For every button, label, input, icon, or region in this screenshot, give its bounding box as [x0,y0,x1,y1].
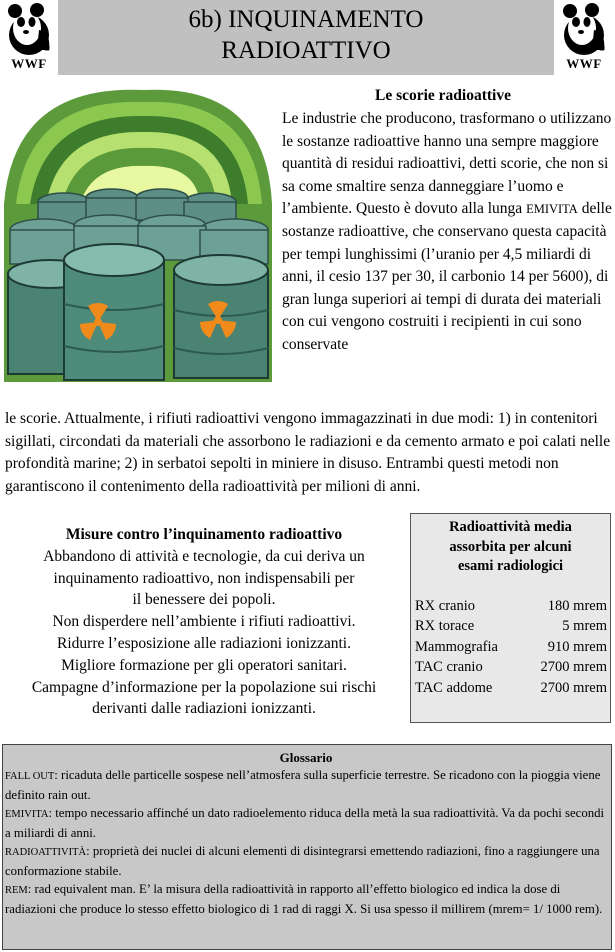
table-row [415,616,607,636]
exam-name: TAC cranio [415,659,483,676]
table-row [415,596,607,616]
glossary-definition: : proprietà dei nuclei di alcuni elementi di disintegrarsi emettendo radiazioni, fino a raggiungere una conformazione stabile. [5,844,600,878]
exam-dose: 5 mrem [562,618,607,635]
exam-name: Mammografia [415,638,498,655]
wwf-logo-left [3,2,55,72]
glossary-entry [5,766,607,804]
copyright-mark: © [598,44,606,53]
page-title-line1: 6b) INQUINAMENTO [188,6,424,33]
scorie-heading: Le scorie radioattive [374,87,511,104]
glossary-term: RADIOATTIVITÀ [5,847,87,858]
glossary-entry [5,880,607,918]
title-banner [58,0,554,75]
exam-name: RX cranio [415,598,475,614]
glossary-heading: Glossario [279,750,333,765]
glossary-term: FALL OUT [5,771,55,782]
wwf-logo-text: WWF [11,56,47,71]
scorie-text-part2: delle sostanze radioattive, che conservano questa capacità per tempi lunghissimi (l’uranio per 4,5 miliardi di anni, il cesio 137 per 30, il carbonio 14 per 5600), di gran lunga superiori ai tempi di durata dei materiali con cui vengono costruiti i recipienti in cui sono conservate [282,200,612,353]
misure-line: Migliore formazione per gli operatori sanitari. [61,656,347,674]
glossary-definition: : ricaduta delle particelle sospese nell’atmosfera sulla superficie terrestre. Se ricadono con la pioggia viene definito rain out. [5,768,601,802]
misure-line: il benessere dei popoli. [132,591,276,609]
wwf-logo-right [558,2,610,72]
glossary-entry [5,842,607,880]
exam-dose: 180 mrem [547,598,607,614]
radioactivity-box [410,513,611,723]
glossary-definition: : rad equivalent man. E’ la misura della radioattività in rapporto all’effetto biologico ed indica la dose di radiazioni che produce lo stesso effetto biologico di 1 rad di raggi X. Si usa spesso il millirem (mrem= 1/ 1000 rem). [5,882,603,916]
glossary-definition: : tempo necessario affinché un dato radioelemento riduca della metà la sua radioattività. Va da pochi secondi a miliardi di anni. [5,806,605,840]
misure-line: Abbandono di attività e tecnologie, da cui deriva un [43,547,365,565]
exam-dose: 2700 mrem [540,679,607,696]
misure-line: Non disperdere nell’ambiente i rifiuti radioattivi. [52,613,356,631]
misure-line: derivanti dalle radiazioni ionizzanti. [92,700,316,718]
page-title-line2: RADIOATTIVO [221,37,391,64]
misure-section [0,524,408,720]
scorie-paragraph-continuation: le scorie. Attualmente, i rifiuti radioattivi vengono immagazzinati in due modi: 1) in contenitori sigillati, circondati da materiali che assorbono le radiazioni e da cemento armato e poi calati nelle profondità marine; 2) in serbatoi sepolti in miniere in disuso. Entrambi questi metodi non garantiscono il contenimento della radioattività per milioni di anni. [5,410,611,495]
misure-line: Ridurre l’esposizione alle radiazioni ionizzanti. [57,634,351,652]
glossary-box [2,744,612,950]
glossary-entry [5,804,607,842]
glossary-term: REM [5,885,28,896]
radioactive-barrels-illustration [4,84,272,382]
radioactivity-table [415,596,607,698]
scorie-text-part1: Le industrie che producono, trasformano o utilizzano le sostanze radioattive hanno una sempre maggiore quantità di residui radioattivi, detti scorie, che non si sa come smaltire senza danneggiare l’uomo e l’ambiente. Questo è dovuto alla lunga [282,110,612,218]
radioactivity-heading-line: esami radiologici [457,558,564,574]
wwf-logo-text: WWF [566,56,602,71]
exam-dose: 2700 mrem [540,659,607,676]
emivita-term: EMIVITA [526,202,578,217]
table-row [415,637,607,657]
misure-line: inquinamento radioattivo, non indispensabili per [53,569,355,587]
glossary-term: EMIVITA [5,809,49,820]
misure-heading: Misure contro l’inquinamento radioattivo [65,526,343,543]
radioactivity-heading-line: assorbita per alcuni [449,538,572,555]
exam-name: TAC addome [415,679,493,696]
copyright-mark: © [43,44,51,53]
table-row [415,678,607,698]
radioactivity-heading-line: Radioattività media [449,519,572,535]
table-row [415,657,607,677]
radioactive-barrels-icon [4,84,272,382]
misure-line: Campagne d’informazione per la popolazione sui rischi [31,678,377,696]
radioactivity-heading [411,518,610,577]
scorie-paragraph [282,108,612,357]
exam-dose: 910 mrem [547,638,607,655]
exam-name: RX torace [415,618,475,635]
